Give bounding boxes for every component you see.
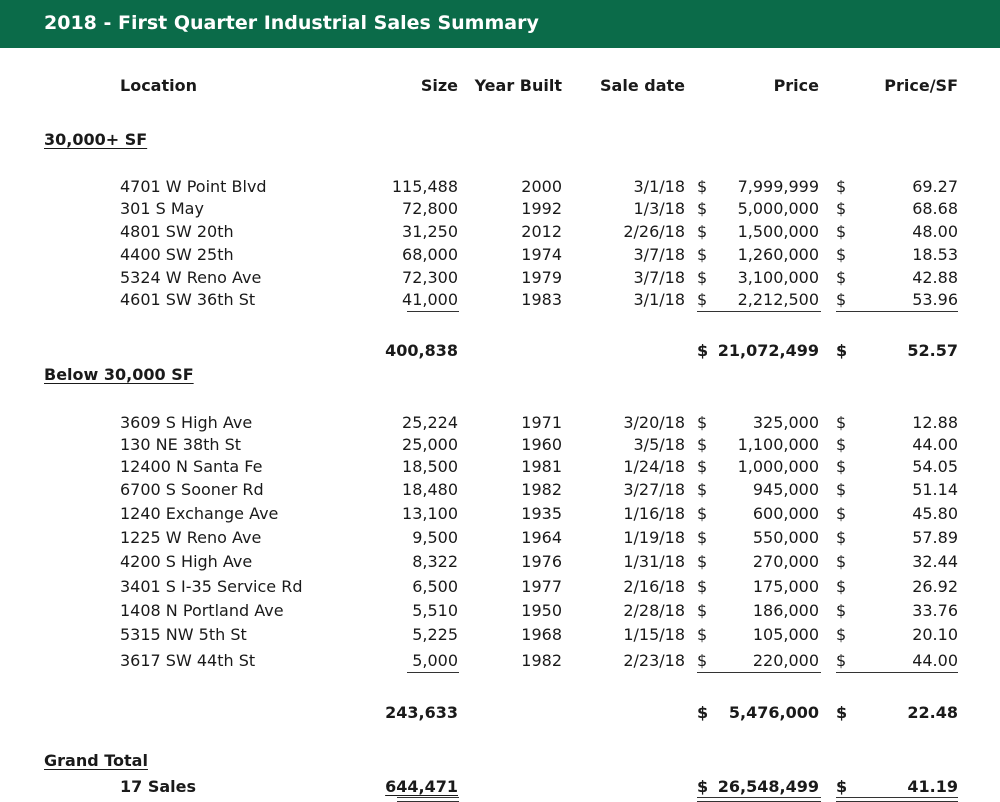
cell-location: 301 S May [120, 199, 204, 218]
cell-size: 25,000 [402, 435, 458, 454]
cell-price-sf: 20.10 [912, 625, 958, 644]
grand-total-size: 644,471 [385, 777, 458, 796]
subtotal-price: 5,476,000 [728, 703, 819, 722]
currency-symbol: $ [697, 777, 709, 796]
cell-price-sf: 33.76 [912, 601, 958, 620]
currency-symbol: $ [697, 601, 708, 620]
cell-price: 186,000 [752, 601, 819, 620]
size-underline [407, 311, 459, 312]
currency-symbol: $ [697, 413, 708, 432]
cell-year-built: 1976 [521, 552, 562, 571]
cell-sale-date: 1/16/18 [623, 504, 685, 523]
cell-sale-date: 2/28/18 [623, 601, 685, 620]
subtotal-price-sf: 52.57 [907, 341, 958, 360]
grand-total-heading: Grand Total [44, 751, 148, 770]
cell-price: 1,260,000 [737, 245, 819, 264]
cell-sale-date: 3/7/18 [633, 245, 685, 264]
cell-sale-date: 3/1/18 [633, 177, 685, 196]
cell-size: 25,224 [402, 413, 458, 432]
cell-location: 4701 W Point Blvd [120, 177, 267, 196]
cell-sale-date: 2/23/18 [623, 651, 685, 670]
cell-sale-date: 2/16/18 [623, 577, 685, 596]
subtotal-price: 21,072,499 [717, 341, 819, 360]
currency-symbol: $ [697, 268, 708, 287]
cell-location: 1408 N Portland Ave [120, 601, 284, 620]
cell-price-sf: 51.14 [912, 480, 958, 499]
section-heading: 30,000+ SF [44, 130, 148, 149]
grand-total-price-sf-double-underline [836, 797, 958, 802]
cell-sale-date: 1/3/18 [633, 199, 685, 218]
cell-price-sf: 53.96 [912, 290, 958, 309]
cell-year-built: 1983 [521, 290, 562, 309]
cell-sale-date: 3/5/18 [633, 435, 685, 454]
currency-symbol: $ [836, 552, 847, 571]
cell-price: 1,000,000 [737, 457, 819, 476]
currency-symbol: $ [697, 341, 709, 360]
currency-symbol: $ [697, 703, 709, 722]
cell-sale-date: 3/7/18 [633, 268, 685, 287]
currency-symbol: $ [697, 552, 708, 571]
cell-price-sf: 32.44 [912, 552, 958, 571]
currency-symbol: $ [697, 651, 708, 670]
currency-symbol: $ [836, 341, 848, 360]
subtotal-size: 243,633 [385, 703, 458, 722]
currency-symbol: $ [836, 435, 847, 454]
cell-price: 1,100,000 [737, 435, 819, 454]
header-sale-date: Sale date [600, 76, 685, 95]
currency-symbol: $ [836, 177, 847, 196]
cell-location: 5324 W Reno Ave [120, 268, 262, 287]
price-sf-underline [836, 311, 958, 312]
currency-symbol: $ [836, 577, 847, 596]
currency-symbol: $ [697, 435, 708, 454]
cell-price: 7,999,999 [737, 177, 819, 196]
cell-price-sf: 42.88 [912, 268, 958, 287]
size-underline [407, 672, 459, 673]
page-title: 2018 - First Quarter Industrial Sales Summary [44, 12, 539, 34]
cell-size: 5,000 [412, 651, 458, 670]
cell-year-built: 1968 [521, 625, 562, 644]
cell-size: 9,500 [412, 528, 458, 547]
cell-sale-date: 1/24/18 [623, 457, 685, 476]
cell-size: 6,500 [412, 577, 458, 596]
cell-size: 41,000 [402, 290, 458, 309]
cell-year-built: 1982 [521, 651, 562, 670]
grand-total-price-sf: 41.19 [907, 777, 958, 796]
currency-symbol: $ [836, 480, 847, 499]
cell-price: 550,000 [752, 528, 819, 547]
cell-price: 5,000,000 [737, 199, 819, 218]
cell-price: 270,000 [752, 552, 819, 571]
cell-size: 13,100 [402, 504, 458, 523]
cell-year-built: 1977 [521, 577, 562, 596]
cell-price: 1,500,000 [737, 222, 819, 241]
cell-location: 3617 SW 44th St [120, 651, 256, 670]
price-underline [697, 311, 821, 312]
cell-year-built: 1960 [521, 435, 562, 454]
cell-sale-date: 3/1/18 [633, 290, 685, 309]
cell-sale-date: 2/26/18 [623, 222, 685, 241]
currency-symbol: $ [836, 245, 847, 264]
currency-symbol: $ [697, 199, 708, 218]
header-price: Price [773, 76, 819, 95]
cell-year-built: 1964 [521, 528, 562, 547]
currency-symbol: $ [836, 601, 847, 620]
subtotal-size: 400,838 [385, 341, 458, 360]
header-location: Location [120, 76, 197, 95]
cell-year-built: 2000 [521, 177, 562, 196]
title-banner [0, 0, 1000, 48]
cell-location: 12400 N Santa Fe [120, 457, 263, 476]
cell-year-built: 2012 [521, 222, 562, 241]
grand-total-size-double-underline [397, 797, 459, 802]
cell-sale-date: 3/27/18 [623, 480, 685, 499]
currency-symbol: $ [836, 222, 847, 241]
cell-location: 4200 S High Ave [120, 552, 253, 571]
currency-symbol: $ [836, 290, 847, 309]
price-sf-underline [836, 672, 958, 673]
cell-price: 3,100,000 [737, 268, 819, 287]
currency-symbol: $ [836, 625, 847, 644]
cell-year-built: 1982 [521, 480, 562, 499]
cell-price: 175,000 [752, 577, 819, 596]
cell-size: 5,225 [412, 625, 458, 644]
section-heading: Below 30,000 SF [44, 365, 194, 384]
cell-location: 1225 W Reno Ave [120, 528, 262, 547]
cell-location: 4801 SW 20th [120, 222, 234, 241]
currency-symbol: $ [836, 413, 847, 432]
cell-sale-date: 1/15/18 [623, 625, 685, 644]
cell-price: 220,000 [752, 651, 819, 670]
cell-year-built: 1971 [521, 413, 562, 432]
cell-price: 600,000 [752, 504, 819, 523]
cell-price-sf: 57.89 [912, 528, 958, 547]
currency-symbol: $ [836, 457, 847, 476]
currency-symbol: $ [697, 625, 708, 644]
currency-symbol: $ [697, 245, 708, 264]
currency-symbol: $ [697, 577, 708, 596]
cell-location: 6700 S Sooner Rd [120, 480, 264, 499]
cell-price: 105,000 [752, 625, 819, 644]
cell-price-sf: 69.27 [912, 177, 958, 196]
cell-location: 4400 SW 25th [120, 245, 234, 264]
cell-price: 2,212,500 [737, 290, 819, 309]
cell-price-sf: 44.00 [912, 435, 958, 454]
grand-total-price: 26,548,499 [717, 777, 819, 796]
cell-price-sf: 48.00 [912, 222, 958, 241]
cell-size: 18,500 [402, 457, 458, 476]
cell-size: 5,510 [412, 601, 458, 620]
cell-sale-date: 1/19/18 [623, 528, 685, 547]
price-underline [697, 672, 821, 673]
header-price-sf: Price/SF [884, 76, 958, 95]
cell-price-sf: 54.05 [912, 457, 958, 476]
cell-size: 68,000 [402, 245, 458, 264]
cell-size: 31,250 [402, 222, 458, 241]
currency-symbol: $ [697, 457, 708, 476]
cell-size: 8,322 [412, 552, 458, 571]
currency-symbol: $ [836, 528, 847, 547]
currency-symbol: $ [697, 480, 708, 499]
currency-symbol: $ [697, 177, 708, 196]
currency-symbol: $ [836, 504, 847, 523]
grand-total-price-double-underline [697, 797, 821, 802]
cell-year-built: 1992 [521, 199, 562, 218]
cell-location: 130 NE 38th St [120, 435, 242, 454]
cell-price: 945,000 [752, 480, 819, 499]
currency-symbol: $ [697, 528, 708, 547]
cell-price-sf: 12.88 [912, 413, 958, 432]
cell-location: 3609 S High Ave [120, 413, 253, 432]
cell-year-built: 1950 [521, 601, 562, 620]
header-year-built: Year Built [474, 76, 562, 95]
cell-size: 115,488 [391, 177, 458, 196]
cell-year-built: 1935 [521, 504, 562, 523]
cell-price-sf: 44.00 [912, 651, 958, 670]
cell-size: 72,800 [402, 199, 458, 218]
currency-symbol: $ [836, 199, 847, 218]
header-size: Size [420, 76, 458, 95]
cell-price-sf: 26.92 [912, 577, 958, 596]
cell-sale-date: 1/31/18 [623, 552, 685, 571]
currency-symbol: $ [836, 777, 848, 796]
currency-symbol: $ [836, 703, 848, 722]
cell-year-built: 1974 [521, 245, 562, 264]
cell-price-sf: 68.68 [912, 199, 958, 218]
cell-location: 1240 Exchange Ave [120, 504, 279, 523]
cell-size: 72,300 [402, 268, 458, 287]
currency-symbol: $ [697, 222, 708, 241]
cell-year-built: 1979 [521, 268, 562, 287]
currency-symbol: $ [836, 268, 847, 287]
cell-sale-date: 3/20/18 [623, 413, 685, 432]
cell-price: 325,000 [752, 413, 819, 432]
cell-year-built: 1981 [521, 457, 562, 476]
cell-location: 5315 NW 5th St [120, 625, 247, 644]
grand-total-count: 17 Sales [120, 777, 197, 796]
cell-price-sf: 45.80 [912, 504, 958, 523]
currency-symbol: $ [697, 290, 708, 309]
currency-symbol: $ [697, 504, 708, 523]
cell-price-sf: 18.53 [912, 245, 958, 264]
subtotal-price-sf: 22.48 [907, 703, 958, 722]
cell-location: 4601 SW 36th St [120, 290, 256, 309]
currency-symbol: $ [836, 651, 847, 670]
cell-location: 3401 S I-35 Service Rd [120, 577, 303, 596]
cell-size: 18,480 [402, 480, 458, 499]
